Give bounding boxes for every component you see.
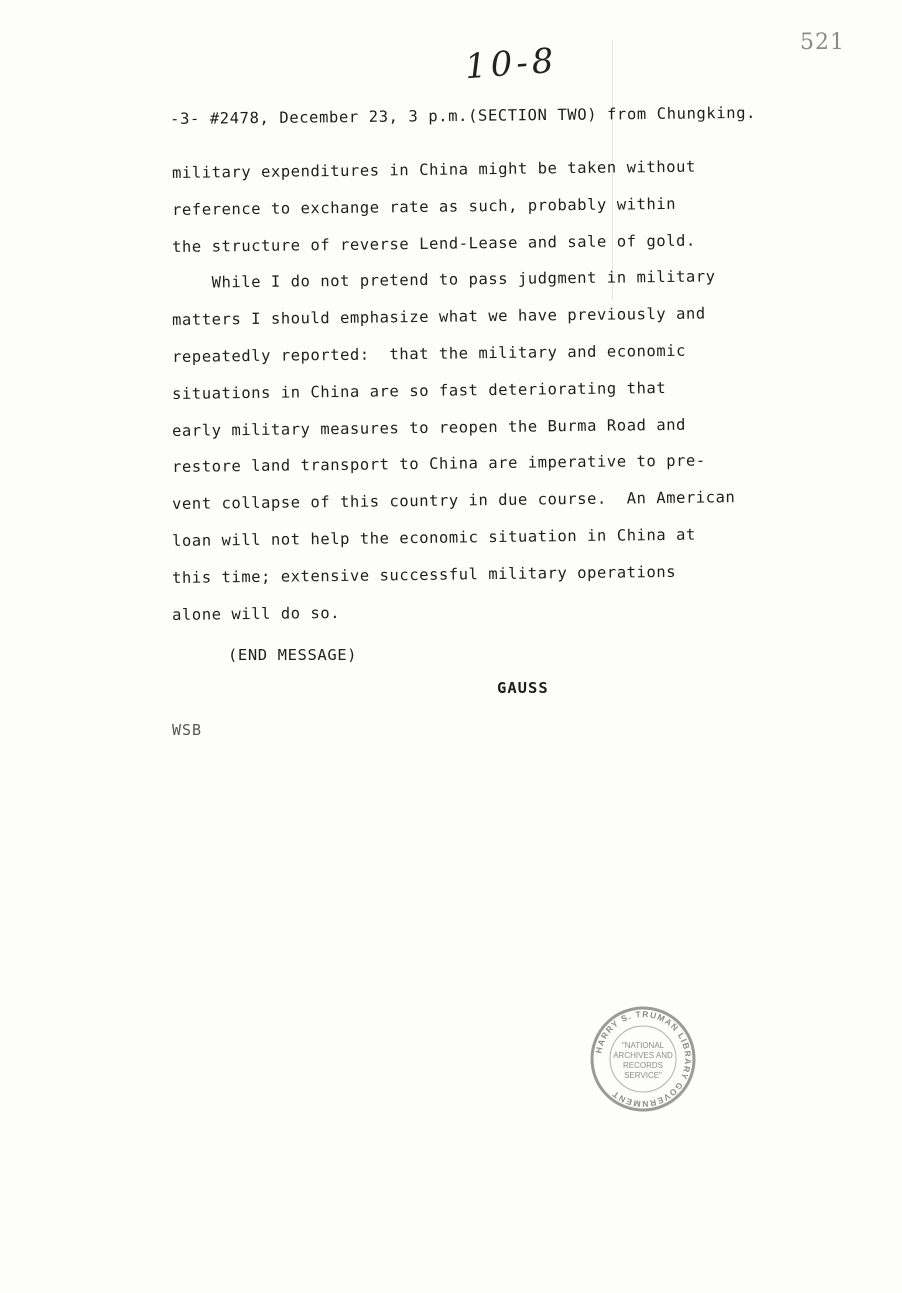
telegram-header: -3- #2478, December 23, 3 p.m.(SECTION TWO) from Chungking. <box>170 103 757 128</box>
body-line: military expenditures in China might be taken without <box>172 157 696 182</box>
stamp-outer-text: HARRY S. TRUMAN LIBRARY GOVERNMENT <box>593 1008 694 1110</box>
body-line: While I do not pretend to pass judgment in military <box>172 267 716 293</box>
body-line: reference to exchange rate as such, probably within <box>172 194 677 219</box>
stamp-line-4: SERVICE" <box>624 1071 662 1080</box>
body-line: restore land transport to China are imperative to pre- <box>172 451 706 477</box>
clerk-initials: WSB <box>172 721 203 739</box>
body-line: this time; extensive successful military operations <box>172 562 677 587</box>
handwritten-file-mark: 10-8 <box>463 40 559 88</box>
end-message-label: (END MESSAGE) <box>228 646 358 664</box>
stamp-line-1: "NATIONAL <box>621 1041 665 1050</box>
archive-stamp <box>588 1004 698 1114</box>
stamp-line-2: ARCHIVES AND <box>613 1051 673 1060</box>
page-number: 521 <box>800 30 845 55</box>
body-line: vent collapse of this country in due course. An American <box>172 488 736 514</box>
body-line: situations in China are so fast deteriorating that <box>172 378 667 403</box>
body-line: loan will not help the economic situation in China at <box>172 525 696 550</box>
signature-gauss: GAUSS <box>497 679 549 697</box>
stamp-line-3: RECORDS <box>622 1061 664 1070</box>
body-line: alone will do so. <box>172 603 341 624</box>
body-line: the structure of reverse Lend-Lease and sale of gold. <box>172 231 696 256</box>
body-line: repeatedly reported: that the military and economic <box>172 341 687 366</box>
body-line: matters I should emphasize what we have previously and <box>172 304 706 330</box>
body-line: early military measures to reopen the Burma Road and <box>172 415 687 440</box>
